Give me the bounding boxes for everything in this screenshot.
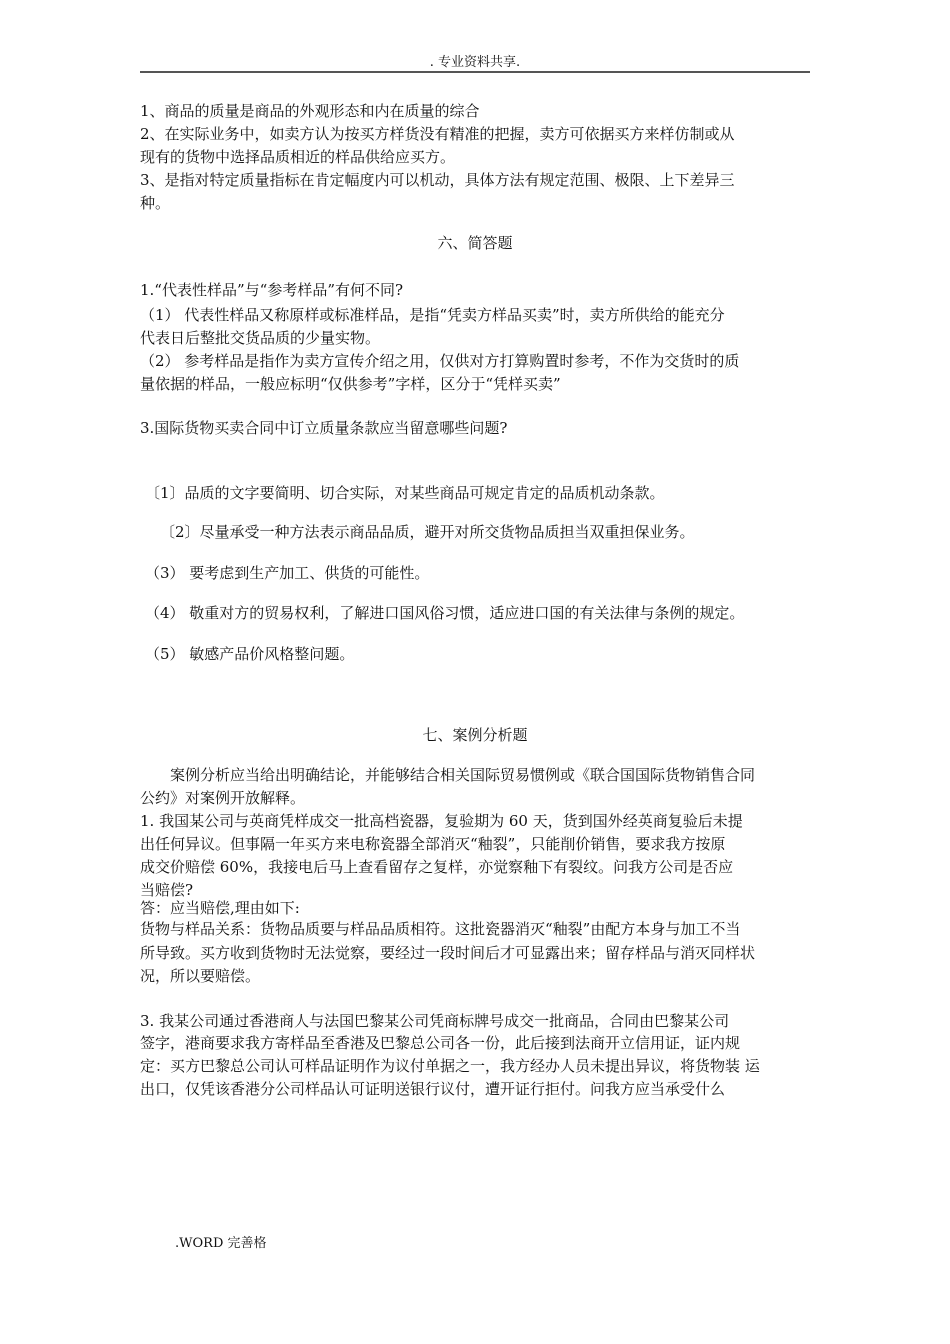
text-line: 3、是指对特定质量指标在肯定幅度内可以机动，具体方法有规定范围、极限、上下差异三	[140, 171, 735, 189]
text-line: 况，所以要赔偿。	[140, 967, 261, 985]
question: 3.国际货物买卖合同中订立质量条款应当留意哪些问题?	[140, 419, 508, 437]
text-line: 1. 我国某公司与英商凭样成交一批高档瓷器，复验期为 60 天，货到国外经英商复验后未提	[140, 812, 743, 830]
text-line: 现有的货物中选择品质相近的样品供给应买方。	[140, 148, 456, 166]
text-line: 成交价赔偿 60%，我接电后马上查看留存之复样，亦觉察釉下有裂纹。问我方公司是否应	[140, 858, 734, 876]
text-line: （1） 代表性样品又称原样或标准样品，是指“凭卖方样品买卖”时，卖方所供给的能充分	[140, 306, 725, 324]
text-line: （3） 要考虑到生产加工、供货的可能性。	[145, 564, 430, 582]
section-title: 六、简答题	[437, 234, 513, 252]
text-line: 货物与样品关系：货物品质要与样品品质相符。这批瓷器消灭“釉裂”由配方本身与加工不当	[140, 920, 741, 938]
text-line: 代表日后整批交货品质的少量实物。	[140, 329, 381, 347]
text-line: 当赔偿?	[140, 881, 194, 899]
text-line: 签字，港商要求我方寄样品至香港及巴黎总公司各一份，此后接到法商开立信用证，证内规	[140, 1034, 741, 1052]
text-line: 定：买方巴黎总公司认可样品证明作为议付单据之一，我方经办人员未提出异议，将货物装 运	[140, 1057, 760, 1075]
text-line: 出口，仅凭该香港分公司样品认可证明送银行议付，遭开证行拒付。问我方应当承受什么	[140, 1080, 726, 1098]
page-footer: .WORD 完善格	[175, 1236, 267, 1251]
header-rule	[140, 71, 810, 73]
text-line: 所导致。买方收到货物时无法觉察，要经过一段时间后才可显露出来；留存样品与消灭同样状	[140, 944, 756, 962]
text-line: 2、在实际业务中，如卖方认为按买方样货没有精准的把握，卖方可依据买方来样仿制或从	[140, 125, 735, 143]
question: 1.“代表性样品”与“参考样品”有何不同?	[140, 281, 404, 299]
text-line: （2） 参考样品是指作为卖方宣传介绍之用，仅供对方打算购置时参考，不作为交货时的质	[140, 352, 740, 370]
text-line: （4） 敬重对方的贸易权利，了解进口国风俗习惯，适应进口国的有关法律与条例的规定。	[145, 604, 745, 622]
text-line: 3. 我某公司通过香港商人与法国巴黎某公司凭商标牌号成交一批商品，合同由巴黎某公司	[140, 1012, 730, 1030]
text-line: 案例分析应当给出明确结论，并能够结合相关国际贸易惯例或《联合国国际货物销售合同	[140, 766, 756, 784]
text-line: 量依据的样品，一般应标明“仅供参考”字样，区分于“凭样买卖”	[140, 375, 561, 393]
section-title: 七、案例分析题	[422, 726, 528, 744]
text-line: 公约》对案例开放解释。	[140, 789, 306, 807]
text-line: 〔1〕品质的文字要简明、切合实际，对某些商品可规定肯定的品质机动条款。	[145, 484, 665, 502]
text-line: 种。	[140, 194, 171, 212]
text-line: 〔2〕尽量承受一种方法表示商品品质，避开对所交货物品质担当双重担保业务。	[160, 523, 695, 541]
text-line: 答：应当赔偿,理由如下:	[140, 899, 300, 917]
page-header: . 专业资料共享.	[429, 55, 521, 70]
text-line: 1、商品的质量是商品的外观形态和内在质量的综合	[140, 102, 480, 120]
text-line: 出任何异议。但事隔一年买方来电称瓷器全部消灭“釉裂”，只能削价销售，要求我方按原	[140, 835, 726, 853]
text-line: （5） 敏感产品价风格整问题。	[145, 645, 355, 663]
